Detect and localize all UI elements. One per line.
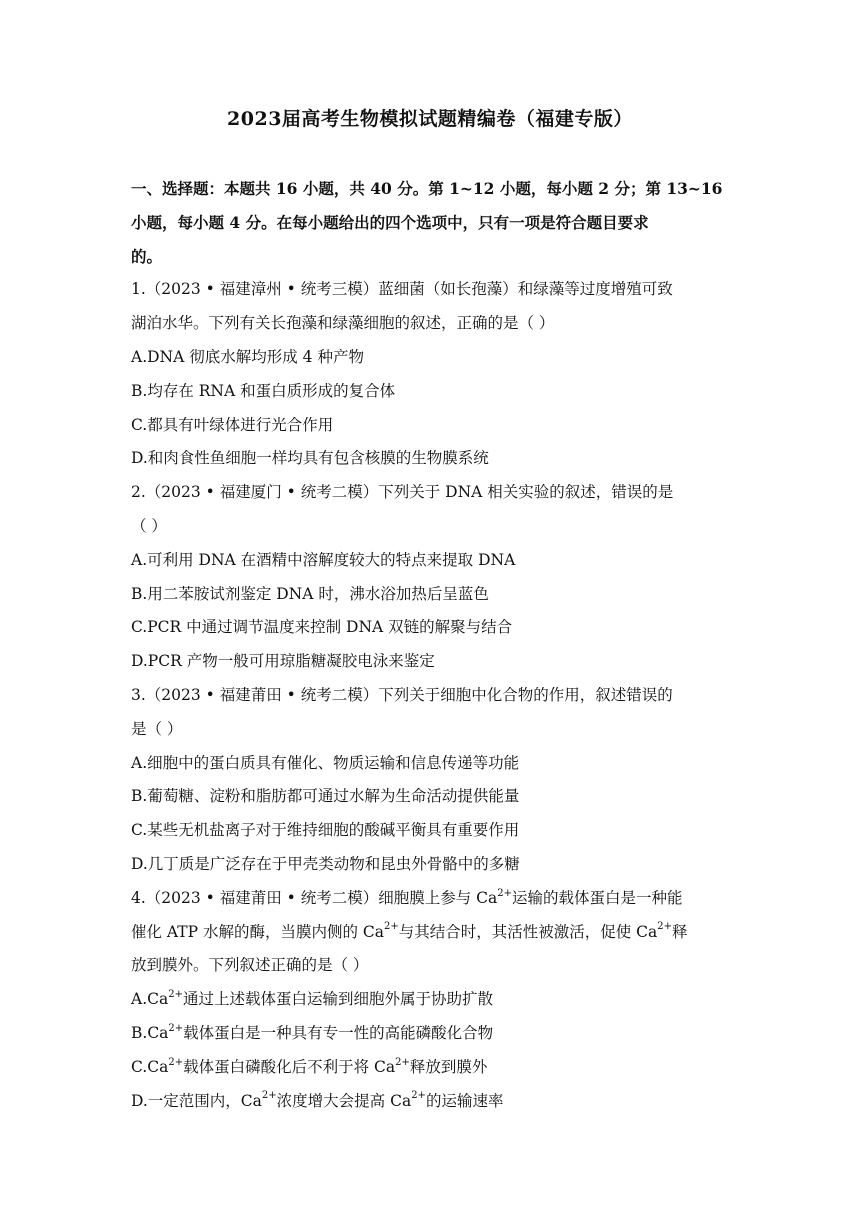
section-header-line: 一、选择题：本题共 16 小题，共 40 分。第 1~12 小题，每小题 2 分；第 13~16 — [131, 179, 723, 198]
question-3 — [131, 679, 731, 882]
superscript: 2+ — [657, 921, 673, 933]
option-c: C.PCR 中通过调节温度来控制 DNA 双链的解聚与结合 — [131, 618, 513, 637]
option-a — [131, 983, 731, 1017]
superscript: 2+ — [384, 921, 399, 933]
text-run: 载体蛋白是一种具有专一性的高能磷酸化合物 — [183, 1023, 494, 1042]
section-header-line: 小题，每小题 4 分。在每小题给出的四个选项中，只有一项是符合题目要求 — [131, 212, 649, 232]
option-d — [131, 1085, 731, 1119]
option-d: D.PCR 产物一般可用琼脂糖凝胶电泳来鉴定 — [131, 652, 435, 671]
superscript: 2+ — [261, 1090, 277, 1102]
document-body — [131, 172, 731, 1118]
option-b: B.葡萄糖、淀粉和脂肪都可通过水解为生命活动提供能量 — [131, 787, 520, 806]
option-b: B.用二苯胺试剂鉴定 DNA 时，沸水浴加热后呈蓝色 — [131, 584, 489, 603]
option-c — [131, 1051, 731, 1085]
question-stem-line: 是（ ） — [131, 719, 183, 738]
text-run: 释放到膜外 — [409, 1057, 488, 1076]
text-run: 运输的载体蛋白是一种能 — [512, 888, 683, 907]
option-b — [131, 1017, 731, 1051]
option-d: D.几丁质是广泛存在于甲壳类动物和昆虫外骨骼中的多糖 — [131, 854, 520, 873]
text-run: A.Ca — [131, 990, 169, 1009]
question-stem-line: （ ） — [131, 516, 167, 535]
text-run: 通过上述载体蛋白运输到细胞外属于协助扩散 — [182, 990, 493, 1009]
section-header — [131, 172, 731, 273]
option-b: B.均存在 RNA 和蛋白质形成的复合体 — [131, 381, 396, 400]
option-c: C.某些无机盐离子对于维持细胞的酸碱平衡具有重要作用 — [131, 821, 520, 840]
question-stem-line: 放到膜外。下列叙述正确的是（ ） — [131, 956, 369, 975]
question-2 — [131, 476, 731, 679]
superscript: 2+ — [395, 1056, 410, 1068]
text-run: 与其结合时，其活性被激活，促使 Ca — [398, 922, 658, 941]
text-run: 载体蛋白磷酸化后不利于将 Ca — [183, 1057, 396, 1076]
text-run: 释 — [672, 922, 688, 941]
section-header-line: 的。 — [131, 246, 163, 266]
superscript: 2+ — [411, 1090, 426, 1102]
question-stem-line — [131, 916, 731, 950]
option-a: A.可利用 DNA 在酒精中溶解度较大的特点来提取 DNA — [131, 550, 516, 569]
option-a: A.DNA 彻底水解均形成 4 种产物 — [131, 347, 364, 366]
question-stem-line: 1.（2023 • 福建漳州 • 统考三模）蓝细菌（如长孢藻）和绿藻等过度增殖可致 — [131, 280, 673, 299]
text-run: C.Ca — [131, 1057, 169, 1076]
text-run: 催化 ATP 水解的酶，当膜内侧的 Ca — [131, 922, 384, 941]
text-run: D.一定范围内，Ca — [131, 1091, 262, 1110]
question-stem-line: 3.（2023 • 福建莆田 • 统考二模）下列关于细胞中化合物的作用，叙述错误的 — [131, 685, 673, 704]
superscript: 2+ — [168, 988, 183, 1000]
text-run: 浓度增大会提高 Ca — [276, 1091, 412, 1110]
question-stem-line: 2.（2023 • 福建厦门 • 统考二模）下列关于 DNA 相关实验的叙述，错误的是 — [131, 483, 674, 502]
superscript: 2+ — [497, 887, 513, 899]
question-1 — [131, 273, 731, 476]
text-run: 的运输速率 — [425, 1091, 504, 1110]
question-stem-line — [131, 882, 731, 916]
text-run: 4.（2023 • 福建莆田 • 统考二模）细胞膜上参与 Ca — [131, 888, 498, 907]
option-c: C.都具有叶绿体进行光合作用 — [131, 415, 334, 434]
document-title: 2023届高考生物模拟试题精编卷（福建专版） — [227, 108, 633, 130]
question-stem-line: 湖泊水华。下列有关长孢藻和绿藻细胞的叙述，正确的是（ ） — [131, 314, 555, 333]
question-4 — [131, 882, 731, 1119]
text-run: B.Ca — [131, 1023, 169, 1042]
option-a: A.细胞中的蛋白质具有催化、物质运输和信息传递等功能 — [131, 753, 520, 772]
superscript: 2+ — [168, 1056, 184, 1068]
superscript: 2+ — [168, 1022, 184, 1034]
option-d: D.和肉食性鱼细胞一样均具有包含核膜的生物膜系统 — [131, 449, 489, 468]
